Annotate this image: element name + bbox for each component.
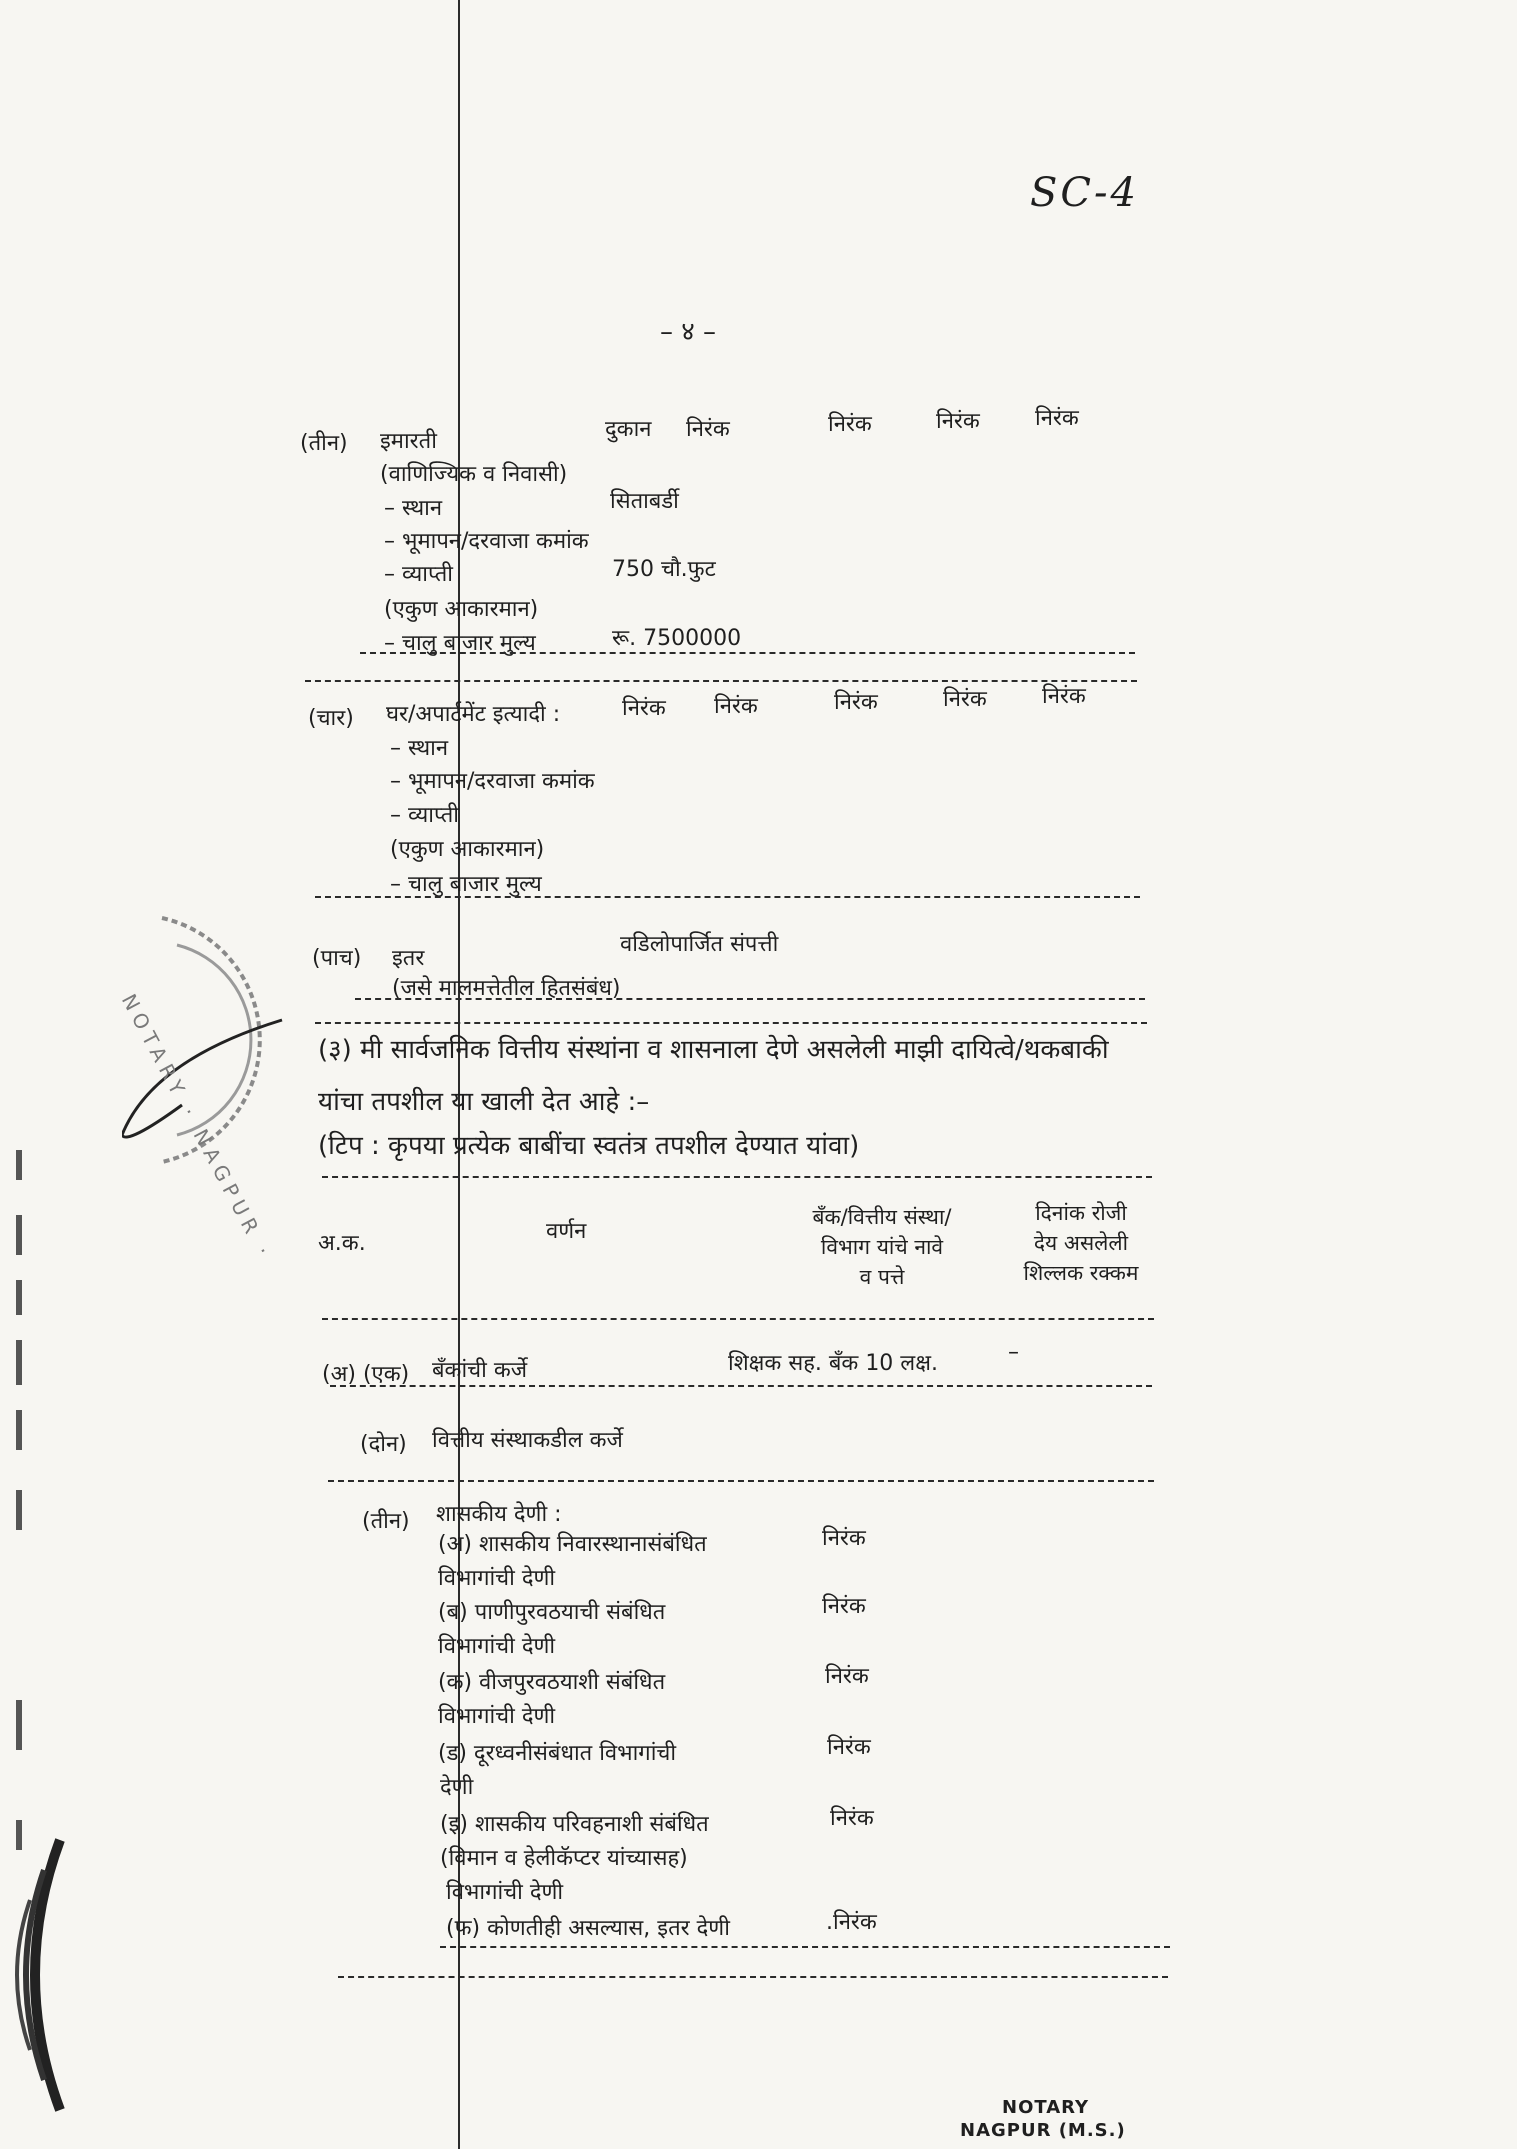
sec4-title: घर/अपार्टमेंट इत्यादी : (386, 702, 561, 727)
row2-label: (दोन) (360, 1432, 407, 1457)
th-bank-line3: व पत्ते (859, 1265, 905, 1289)
divider (322, 1318, 1154, 1320)
para3-line1: (३) मी सार्वजनिक वित्तीय संस्थांना व शासनाला देणे असलेली माझी दायित्वे/थकबाकी (318, 1035, 1109, 1065)
th-desc: वर्णन (546, 1219, 587, 1244)
row1-amount: – (1008, 1340, 1019, 1365)
scan-mark (16, 1700, 22, 1750)
row1-bank: शिक्षक सह. बँक 10 लक्ष. (728, 1351, 938, 1376)
footer-notary: NOTARY (1002, 2097, 1090, 2118)
due-a-line2: विभागांची देणी (438, 1566, 556, 1591)
sec4-col4: निरंक (943, 687, 987, 712)
sec3-sthan: – स्थान (384, 496, 443, 521)
sec3-vyapti: – व्याप्ती (384, 562, 453, 587)
para3-line2: यांचा तपशील या खाली देत आहे :– (318, 1087, 650, 1117)
row3-desc: शासकीय देणी : (436, 1502, 562, 1527)
sec5-value: वडिलोपार्जित संपत्ती (620, 932, 779, 957)
sec4-col5: निरंक (1042, 684, 1086, 709)
scan-mark (16, 1490, 22, 1530)
sec3-col5: निरंक (1035, 406, 1079, 431)
divider (322, 1176, 1152, 1178)
seal-fragment (0, 1830, 70, 2120)
th-balance-line3: शिल्लक रक्कम (1023, 1261, 1139, 1285)
sec4-bhumapan: – भूमापन/दरवाजा कमांक (390, 769, 595, 794)
sec4-akarman: (एकुण आकारमान) (390, 837, 545, 862)
divider (338, 1976, 1168, 1978)
sec5-subtitle: (जसे मालमत्तेतील हितसंबंध) (392, 976, 621, 1001)
footer-city: NAGPUR (M.S.) (960, 2120, 1126, 2141)
para3-line3: (टिप : कृपया प्रत्येक बाबींचा स्वतंत्र तपशील देण्यात यांवा) (318, 1131, 860, 1161)
due-c-value: निरंक (825, 1664, 869, 1689)
sec5-label: (पाच) (312, 946, 362, 971)
sec3-subtitle: (वाणिज्यिक व निवासी) (380, 462, 568, 487)
sec3-place: सिताबर्डी (610, 489, 679, 514)
sec3-mulya: – चालु बाजार मुल्य (384, 631, 536, 656)
sec3-value: रू. 7500000 (612, 626, 742, 651)
sec3-akarman: (एकुण आकारमान) (384, 597, 539, 622)
sec4-col1: निरंक (622, 696, 666, 721)
th-bank-line2: विभाग यांचे नावे (820, 1235, 944, 1259)
due-b-line2: विभागांची देणी (438, 1634, 556, 1659)
due-e-value: निरंक (830, 1806, 874, 1831)
divider (315, 896, 1140, 898)
due-d-line2: देणी (440, 1775, 474, 1800)
sec3-area: 750 चौ.फुट (612, 557, 716, 582)
due-a-line1: (अ) शासकीय निवारस्थानासंबंधित (438, 1532, 707, 1557)
divider (360, 652, 1135, 654)
sec4-label: (चार) (308, 706, 354, 731)
sec3-bhumapan: – भूमापन/दरवाजा कमांक (384, 529, 589, 554)
due-e-line1: (इ) शासकीय परिवहनाशी संबंधित (440, 1812, 709, 1837)
sec3-col2: निरंक (686, 417, 730, 442)
due-a-value: निरंक (822, 1526, 866, 1551)
row1-label: (अ) (एक) (322, 1362, 410, 1387)
row3-label: (तीन) (362, 1509, 410, 1534)
th-bank-line1: बँक/वित्तीय संस्था/ (812, 1205, 952, 1229)
th-sr: अ.क. (318, 1231, 366, 1256)
due-c-line2: विभागांची देणी (438, 1704, 556, 1729)
scan-mark (16, 1340, 22, 1385)
due-d-line1: (ड) दूरध्वनीसंबंधात विभागांची (438, 1741, 677, 1766)
th-balance-line2: देय असलेली (1033, 1231, 1129, 1255)
due-c-line1: (क) वीजपुरवठयाशी संबंधित (438, 1670, 666, 1695)
due-b-value: निरंक (822, 1594, 866, 1619)
divider (440, 1946, 1170, 1948)
sec3-col4: निरंक (936, 409, 980, 434)
sec3-col1: दुकान (605, 417, 652, 442)
row2-desc: वित्तीय संस्थाकडील कर्जे (432, 1428, 623, 1453)
sec4-vyapti: – व्याप्ती (390, 803, 459, 828)
divider (330, 1385, 1152, 1387)
divider (305, 680, 1137, 682)
notary-stamp-text: NOTARY · NAGPUR · (116, 990, 278, 1265)
sec3-title: इमारती (380, 429, 437, 454)
due-f-value: .निरंक (826, 1910, 877, 1935)
scan-mark (16, 1410, 22, 1450)
sec4-col3: निरंक (834, 690, 878, 715)
sec4-sthan: – स्थान (390, 736, 449, 761)
divider (328, 1480, 1154, 1482)
divider (355, 998, 1145, 1000)
due-e-line2: (विमान व हेलीकॅप्टर यांच्यासह) (440, 1846, 688, 1871)
divider (315, 1022, 1147, 1024)
sec4-mulya: – चालु बाजार मुल्य (390, 872, 542, 897)
row1-desc: बँकांची कर्जे (432, 1358, 528, 1383)
due-d-value: निरंक (827, 1735, 871, 1760)
page-number: – ४ – (660, 317, 717, 347)
due-e-line3: विभागांची देणी (446, 1880, 564, 1905)
th-bank (762, 1202, 1002, 1292)
scan-mark (16, 1280, 22, 1315)
scan-mark (16, 1215, 22, 1255)
sec4-col2: निरंक (714, 694, 758, 719)
handwritten-reference: SC-4 (1030, 170, 1139, 216)
due-b-line1: (ब) पाणीपुरवठयाची संबंधित (438, 1600, 666, 1625)
sec3-label: (तीन) (300, 431, 348, 456)
th-balance (1002, 1198, 1160, 1288)
sec3-col3: निरंक (828, 412, 872, 437)
sec5-title: इतर (392, 946, 425, 971)
due-f-line1: (फ) कोणतीही असल्यास, इतर देणी (446, 1916, 730, 1941)
th-balance-line1: दिनांक रोजी (1035, 1201, 1127, 1225)
scan-mark (16, 1150, 22, 1180)
